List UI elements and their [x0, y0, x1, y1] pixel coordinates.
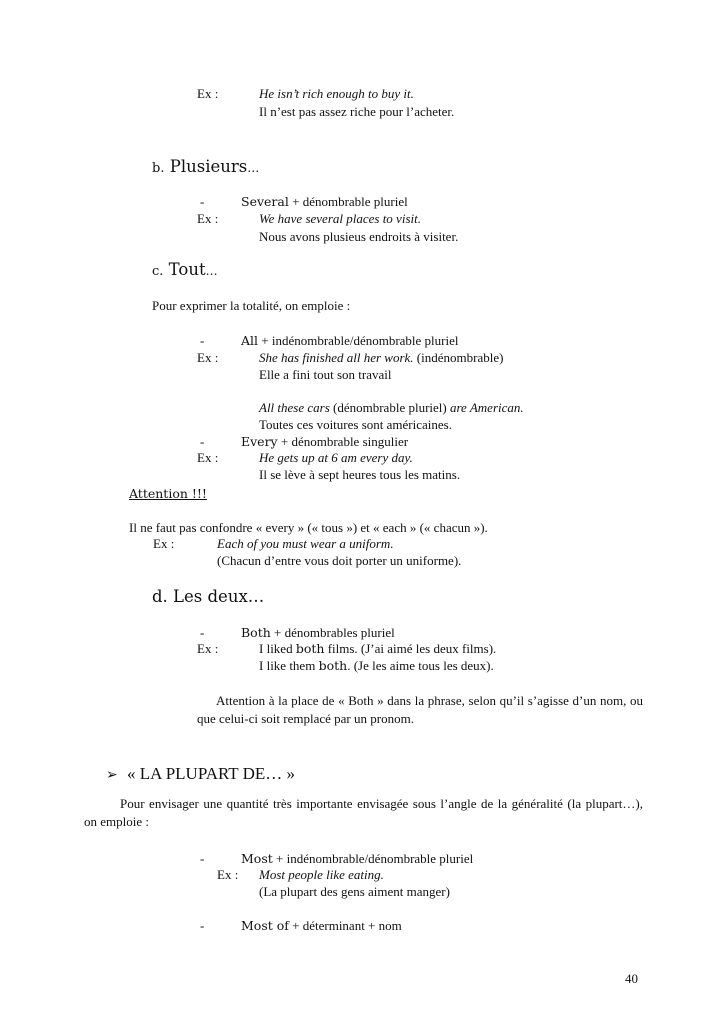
section-c-dots: …: [205, 264, 218, 278]
example-english: He isn’t rich enough to buy it.: [259, 86, 414, 101]
all-rule: [241, 333, 459, 349]
section-b-title: Plusieurs: [169, 157, 248, 176]
example-french: Il n’est pas assez riche pour l’acheter.: [259, 104, 455, 119]
all-example2-english-a: All these cars: [259, 400, 330, 415]
all-example2-french: Toutes ces voitures sont américaines.: [259, 417, 452, 432]
all-example2-note: (dénombrable pluriel): [329, 400, 450, 415]
both-example1-b: films. (J’ai aimé les deux films).: [324, 641, 497, 656]
all-example-french: Elle a fini tout son travail: [259, 367, 392, 382]
section-b-heading: [152, 157, 259, 179]
attention-example-label: Ex :: [153, 536, 175, 551]
tout-intro: Pour exprimer la totalité, on emploie :: [152, 298, 351, 313]
plupart-intro: Pour envisager une quantité très importante envisagée sous l’angle de la généralité (la plupart…), on emploie :: [84, 796, 643, 829]
every-example-english: He gets up at 6 am every day.: [259, 450, 413, 465]
section-b-letter: b.: [152, 161, 165, 176]
section-b-dots: …: [247, 161, 260, 175]
several-rule-text: + dénombrable pluriel: [288, 194, 408, 209]
most-dash: -: [200, 851, 205, 866]
every-example-label: Ex :: [197, 450, 219, 465]
most-of-rule-text: + déterminant + nom: [288, 918, 402, 933]
both-example1: [259, 641, 496, 657]
most-keyword: Most: [241, 851, 273, 866]
attention-example-english: Each of you must wear a uniform.: [217, 536, 394, 551]
most-of-rule: [241, 918, 402, 934]
all-example2-english-b: are American.: [449, 400, 524, 415]
section-c-heading: [152, 260, 218, 282]
section-d-heading: d. Les deux…: [152, 587, 265, 606]
most-rule: [241, 851, 473, 867]
most-example-french: (La plupart des gens aiment manger): [259, 884, 450, 899]
both-rule-text: + dénombrables pluriel: [270, 625, 395, 640]
both-example1-keyword: both: [295, 641, 325, 656]
all-keyword: All: [241, 333, 259, 348]
both-example2: [259, 658, 494, 674]
plupart-heading: [106, 764, 295, 785]
every-example-french: Il se lève à sept heures tous les matins.: [259, 467, 461, 482]
both-example2-keyword: both: [318, 658, 348, 673]
most-of-keyword: Most of: [241, 918, 289, 933]
both-keyword: Both: [241, 625, 271, 640]
every-rule-text: + dénombrable singulier: [277, 434, 409, 449]
most-rule-text: + indénombrable/dénombrable pluriel: [272, 851, 474, 866]
all-dash: -: [200, 333, 205, 348]
every-dash: -: [200, 434, 205, 449]
attention-title: Attention !!!: [129, 486, 207, 501]
both-placement-note: Attention à la place de « Both » dans la phrase, selon qu’il s’agisse d’un nom, ou que celui-ci soit remplacé par un pronom.: [197, 693, 643, 726]
several-example-french: Nous avons plusieus endroits à visiter.: [259, 229, 459, 244]
both-example1-a: I liked: [259, 641, 296, 656]
all-rule-text: + indénombrable/dénombrable pluriel: [258, 333, 459, 348]
all-example2-line: [259, 400, 524, 416]
both-example2-b: . (Je les aime tous les deux).: [347, 658, 494, 673]
plupart-title: « LA PLUPART DE… »: [126, 764, 296, 783]
every-keyword: Every: [241, 434, 278, 449]
every-rule: [241, 434, 408, 450]
several-rule: [241, 194, 408, 210]
all-example-note: (indénombrable): [413, 350, 504, 365]
most-example-label: Ex :: [217, 867, 239, 882]
page-number: 40: [625, 971, 638, 986]
both-rule: [241, 625, 395, 641]
both-example2-a: I like them: [259, 658, 319, 673]
all-example-label: Ex :: [197, 350, 219, 365]
most-of-dash: -: [200, 918, 205, 933]
several-keyword: Several: [241, 194, 289, 209]
section-c-letter: c.: [152, 264, 164, 279]
attention-text: Il ne faut pas confondre « every » (« tous ») et « each » (« chacun »).: [129, 520, 488, 535]
several-example-english: We have several places to visit.: [259, 211, 421, 226]
section-c-title: Tout: [168, 260, 206, 279]
both-example-label: Ex :: [197, 641, 219, 656]
arrow-bullet-icon: ➢: [106, 767, 118, 783]
several-dash: -: [200, 194, 205, 209]
example-label: Ex :: [197, 86, 219, 101]
attention-example-french: (Chacun d’entre vous doit porter un uniforme).: [217, 553, 462, 568]
both-dash: -: [200, 625, 205, 640]
all-example-english: She has finished all her work.: [259, 350, 414, 365]
all-example-line: [259, 350, 503, 366]
most-example-english: Most people like eating.: [259, 867, 384, 882]
several-example-label: Ex :: [197, 211, 219, 226]
